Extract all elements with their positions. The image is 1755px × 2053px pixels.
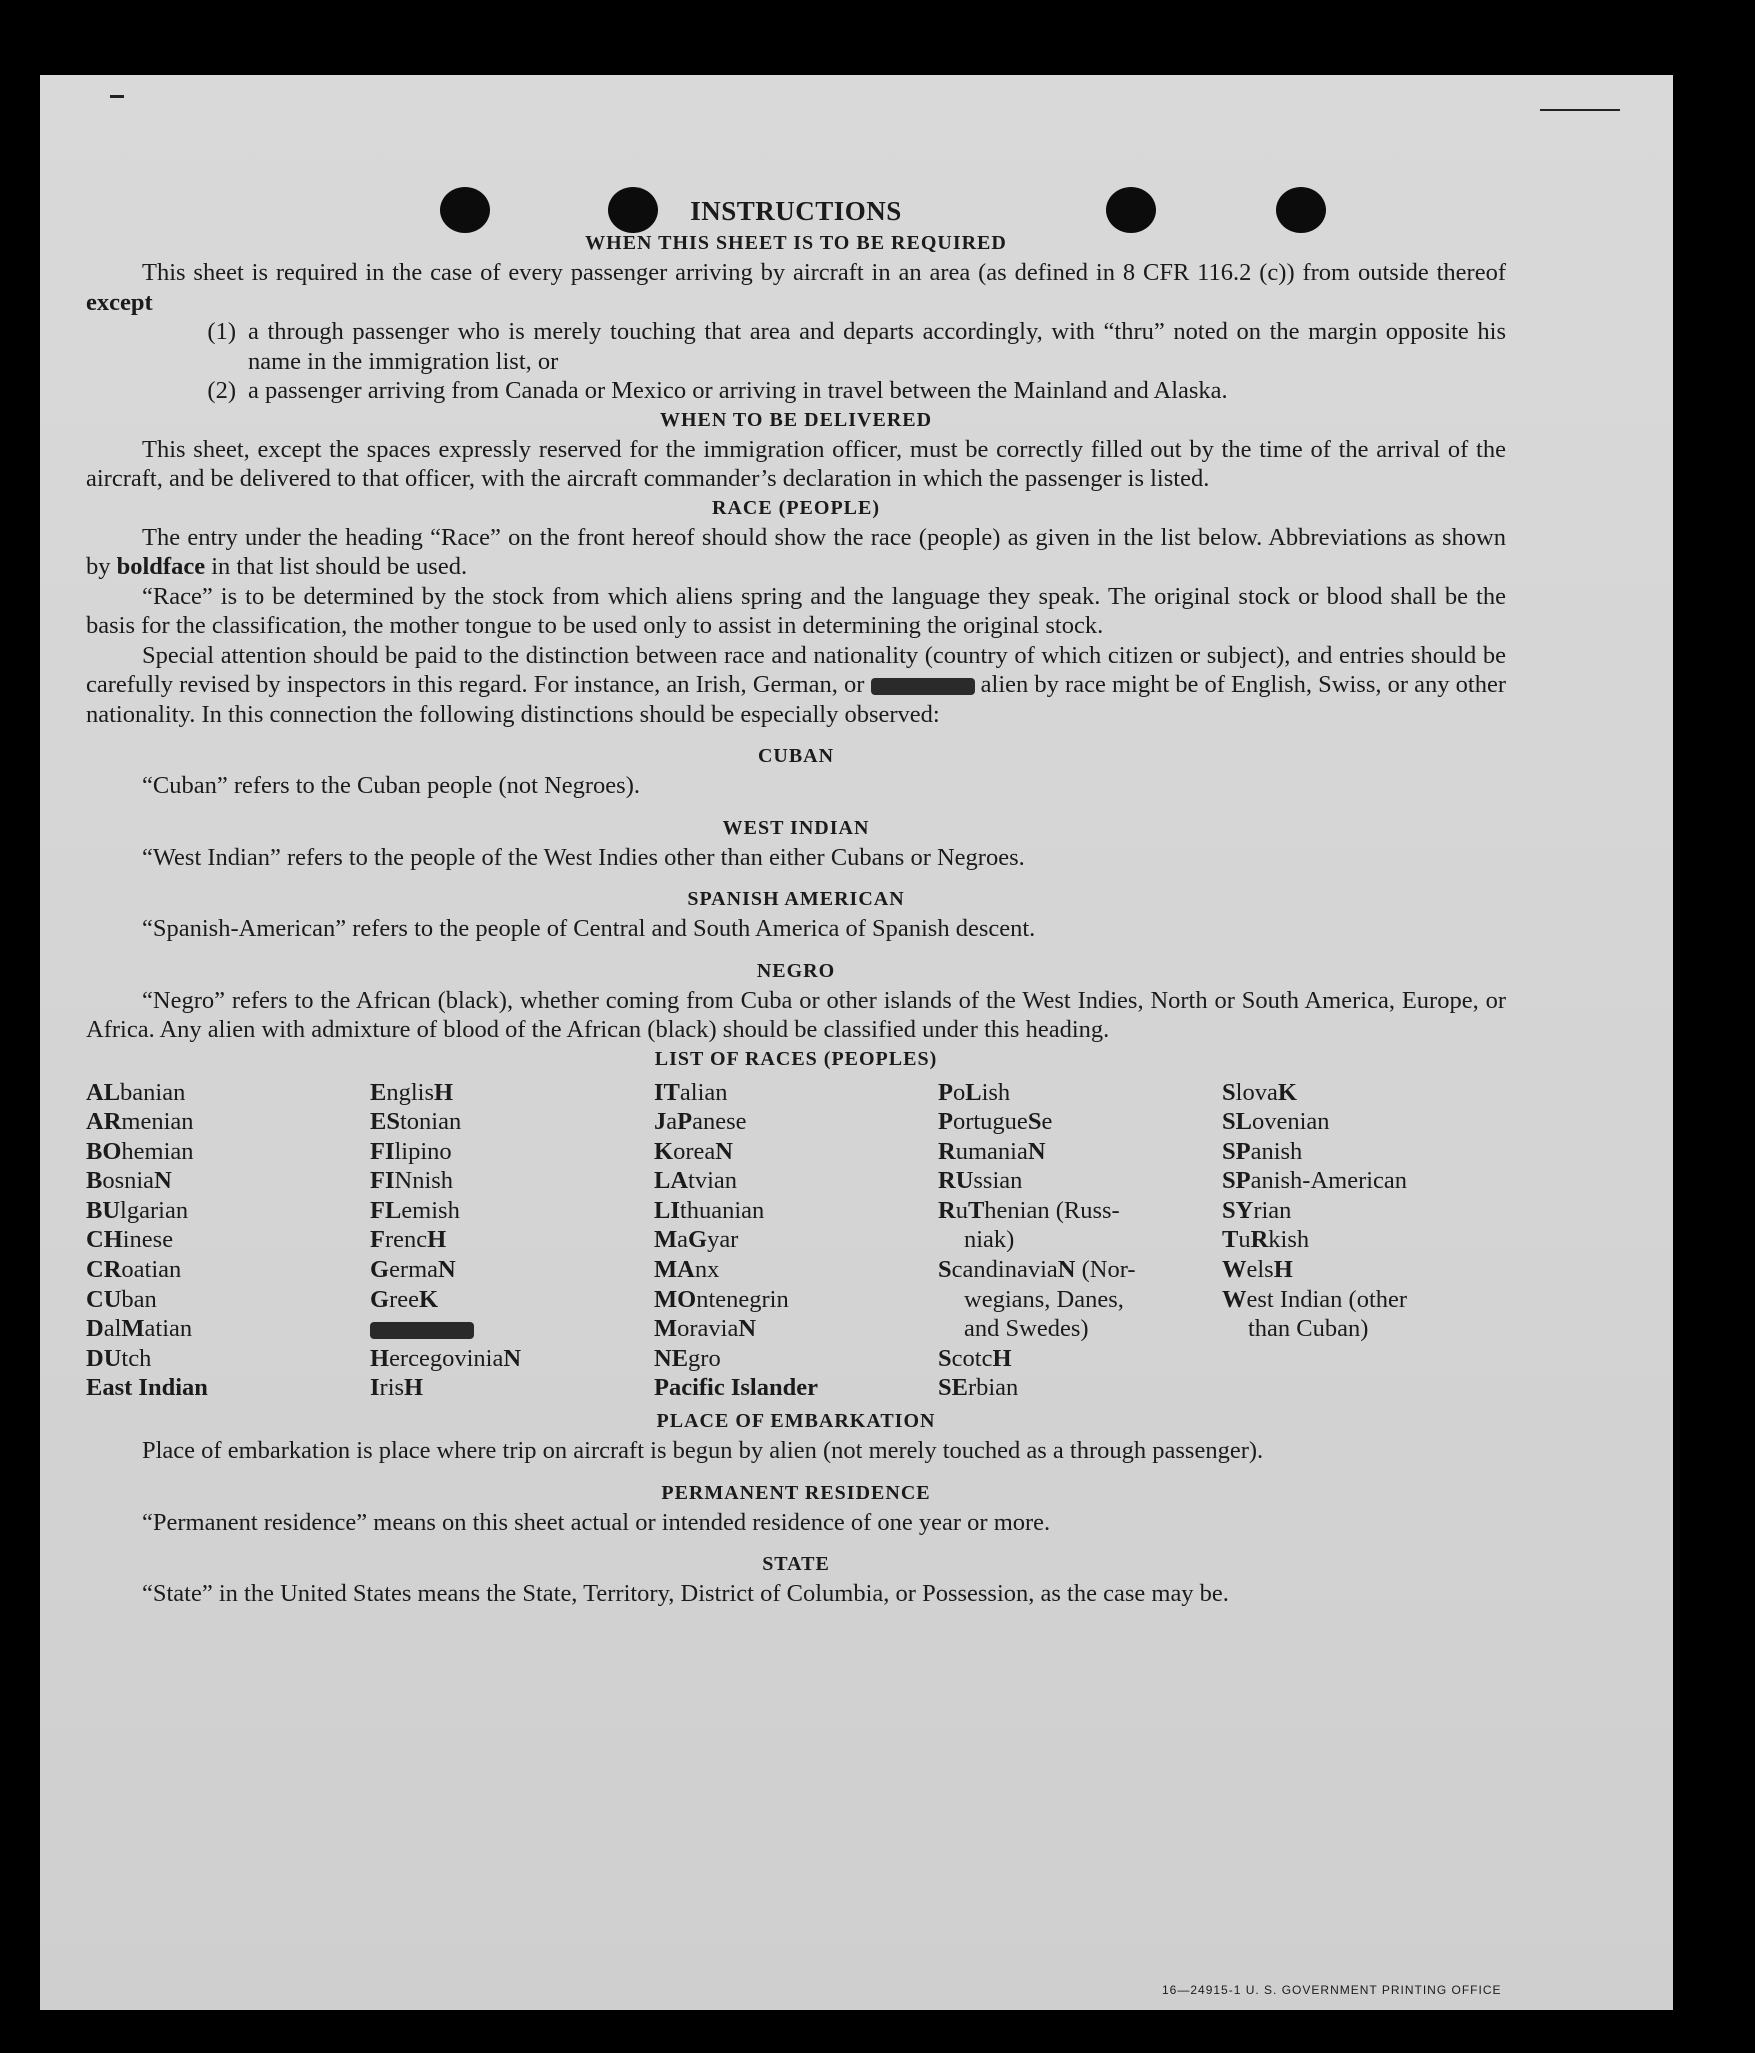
redaction-mark (370, 1322, 474, 1339)
race-entry: ARmenian (86, 1108, 194, 1136)
page-title: INSTRUCTIONS (690, 196, 902, 226)
race-entry: SPanish-American (1222, 1167, 1408, 1195)
race-entry: ScotcH (938, 1344, 1012, 1372)
section-heading-embarkation: PLACE OF EMBARKATION (656, 1410, 936, 1433)
race-entry: ALbanian (86, 1078, 186, 1106)
race-entry: CRoatian (86, 1256, 182, 1284)
race-entry: CHinese (86, 1226, 174, 1254)
race-entry: FLemish (370, 1196, 460, 1224)
paragraph-negro: “Negro” refers to the African (black), whether coming from Cuba or other islands of the West Indies, North or South America, Europe, or Africa. Any alien with admixture of blood of the African (black) should be classified under this heading. (86, 986, 1506, 1043)
race-entry: NEgro (654, 1344, 721, 1372)
scan-speck (110, 95, 124, 98)
race-column (938, 1078, 1222, 1404)
race-entry: BUlgarian (86, 1196, 189, 1224)
instructions-body (86, 193, 1506, 1609)
race-entry: HercegoviniaN (370, 1344, 522, 1372)
race-entry: TuRkish (1222, 1226, 1310, 1254)
race-entry: SErbian (938, 1374, 1019, 1402)
race-entry (370, 1314, 654, 1344)
paragraph-embarkation: Place of embarkation is place where trip on aircraft is begun by alien (not merely touched as a through passenger). (142, 1437, 1264, 1465)
race-entry: GreeK (370, 1285, 439, 1313)
race-entry: DalMatian (86, 1315, 193, 1343)
race-entry: EnglisH (370, 1078, 454, 1106)
race-entry: KoreaN (654, 1137, 733, 1165)
paragraph-delivered: This sheet, except the spaces expressly reserved for the immigration officer, must be correctly filled out by the time of the arrival of the aircraft, and be delivered to that officer, with the aircraft commander’s declaration in which the passenger is listed. (86, 435, 1506, 492)
race-entry: East Indian (86, 1374, 208, 1402)
race-column (1222, 1078, 1506, 1404)
race-entry: West Indian (other (1222, 1285, 1408, 1313)
race-entry: LAtvian (654, 1167, 738, 1195)
race-entry: RUssian (938, 1167, 1023, 1195)
race-entry: SPanish (1222, 1137, 1303, 1165)
race-entry: FrencH (370, 1226, 447, 1254)
race-entry: MoraviaN (654, 1315, 757, 1343)
race-entry: PoLish (938, 1078, 1011, 1106)
race-entry: CUban (86, 1285, 157, 1313)
race-entry: BosniaN (86, 1167, 172, 1195)
race-entry: PortugueSe (938, 1108, 1053, 1136)
race-entry: than Cuban) (1248, 1315, 1369, 1343)
race-column (654, 1078, 938, 1404)
race-entry: MAnx (654, 1256, 720, 1284)
race-entry: wegians, Danes, (964, 1285, 1124, 1313)
list-item: (1) a through passenger who is merely touching that area and departs accordingly, with “thru” noted on the margin opposite his name in the immigration list, or (207, 318, 1506, 375)
race-entry: niak) (964, 1226, 1015, 1254)
paragraph-required-intro: This sheet is required in the case of every passenger arriving by aircraft in an area (as defined in 8 CFR 116.2 (c)) from outside thereof except (86, 259, 1506, 316)
race-entry: and Swedes) (964, 1315, 1089, 1343)
race-entry: SYrian (1222, 1196, 1292, 1224)
paragraph-residence: “Permanent residence” means on this sheet actual or intended residence of one year or more. (142, 1508, 1051, 1536)
race-entry: ScandinaviaN (Nor- (938, 1256, 1136, 1284)
race-entry: RuThenian (Russ- (938, 1196, 1120, 1224)
section-heading-cuban: CUBAN (757, 745, 835, 767)
race-entry: LIthuanian (654, 1196, 765, 1224)
section-heading-delivered: WHEN TO BE DELIVERED (659, 408, 933, 431)
race-column (86, 1078, 370, 1404)
paragraph-spanish-american: “Spanish-American” refers to the people of Central and South America of Spanish descent. (142, 915, 1036, 942)
race-entry: JaPanese (654, 1108, 747, 1136)
printing-office-footer: 16—24915-1 U. S. GOVERNMENT PRINTING OFFICE (1162, 1983, 1502, 1997)
race-entry: FINnish (370, 1167, 454, 1195)
section-heading-list-of-races: LIST OF RACES (PEOPLES) (654, 1047, 938, 1070)
paragraph-cuban: “Cuban” refers to the Cuban people (not Negroes). (142, 772, 640, 799)
race-entry: EStonian (370, 1108, 462, 1136)
paragraph-race-3: Special attention should be paid to the distinction between race and nationality (country of which citizen or subject), and entries should be carefully revised by inspectors in this regard. For instance, an Irish, German, or alien by race might be of English, Swiss, or any other nationality. In this connection the following distinctions should be especially observed: (86, 641, 1507, 728)
scan-speck (1540, 109, 1620, 111)
race-entry: DUtch (86, 1344, 152, 1372)
race-entry: MaGyar (654, 1226, 739, 1254)
race-entry: WelsH (1222, 1256, 1293, 1284)
section-heading-race: RACE (PEOPLE) (712, 496, 880, 519)
race-entry: Pacific Islander (654, 1374, 818, 1402)
race-entry: MOntenegrin (654, 1285, 789, 1313)
redaction-mark (871, 678, 975, 695)
section-heading-west-indian: WEST INDIAN (722, 816, 870, 839)
section-heading-spanish-american: SPANISH AMERICAN (687, 888, 905, 910)
section-heading-state: STATE (762, 1553, 830, 1576)
race-list (86, 1078, 1506, 1404)
race-entry: BOhemian (86, 1137, 194, 1165)
section-heading-negro: NEGRO (756, 959, 836, 982)
race-entry: SLovenian (1222, 1108, 1330, 1136)
race-entry: IrisH (370, 1374, 424, 1402)
paragraph-west-indian: “West Indian” refers to the people of the West Indies other than either Cubans or Negroes. (142, 843, 1025, 871)
race-entry: ITalian (654, 1078, 728, 1106)
section-heading-residence: PERMANENT RESIDENCE (661, 1481, 931, 1504)
race-column (370, 1078, 654, 1404)
section-heading-required: WHEN THIS SHEET IS TO BE REQUIRED (585, 232, 1007, 254)
paragraph-race-1: The entry under the heading “Race” on the front hereof should show the race (people) as given in the list below. Abbreviations as shown by boldface in that list should be used. (86, 523, 1506, 580)
race-entry: RumaniaN (938, 1137, 1046, 1165)
race-entry: FIlipino (370, 1137, 452, 1165)
race-entry: GermaN (370, 1256, 456, 1284)
paragraph-race-2: “Race” is to be determined by the stock from which aliens spring and the language they speak. The original stock or blood shall be the basis for the classification, the mother tongue to be used only to assist in determining the original stock. (86, 582, 1506, 639)
race-entry: SlovaK (1222, 1078, 1297, 1106)
list-item: (2) a passenger arriving from Canada or Mexico or arriving in travel between the Mainland and Alaska. (207, 377, 1228, 404)
paragraph-state: “State” in the United States means the State, Territory, District of Columbia, or Possession, as the case may be. (142, 1580, 1229, 1608)
